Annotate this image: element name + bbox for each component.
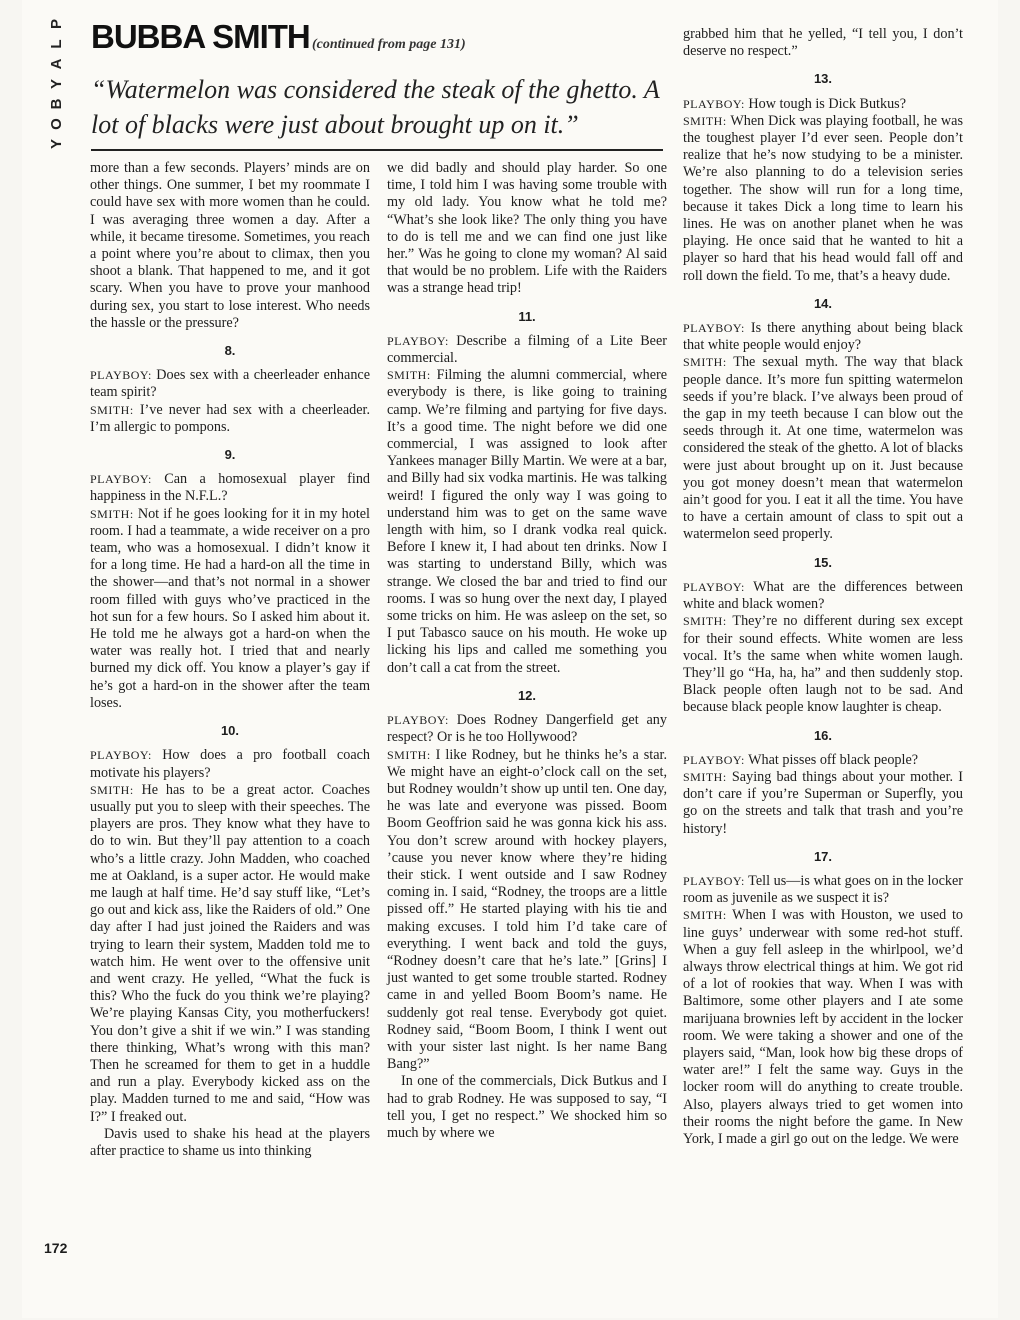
qa-block bbox=[90, 471, 370, 712]
question-text: Tell us—is what goes on in the locker room as juvenile as we suspect it is? bbox=[683, 872, 963, 907]
section-number: 16. bbox=[813, 727, 833, 743]
speaker-label: PLAYBOY: bbox=[683, 321, 745, 336]
masthead bbox=[50, 14, 64, 174]
section-number: 13. bbox=[813, 71, 833, 87]
answer-text: When Dick was playing football, he was the toughest player I’d ever seen. People don’t realize that he’s now studying to be a minister. We’re also planning to do a television series together. The show will run for a long time, because it takes Dick a long time to learn his lines. He was on another planet when he was playing. He once said that he wanted to hit a player so hard that his head would fall off and roll down the field. To me, that’s a heavy dude. bbox=[683, 112, 963, 284]
answer-text: I like Rodney, but he thinks he’s a star. We might have an eight-o’clock call on the set, but Rodney wouldn’t show up until ten. One day, he was late and everyone was pissed. Boom Boom Geoffrion said he was gonna kick his ass. You don’t screw around with hockey players, ’cause you never know where they’re hiding their stick. I went outside and I saw Rodney coming in. I said, “Rodney, the troops are a little pissed off.” He started playing with his tie and making excuses. I told him I’d take care of everything. I went back and told the guys, “Rodney doesn’t care that he’s late.” [Grins] I just wanted to get some trouble started. Rodney came in and yelled Boom Boom’s name. He suddenly got real tense. Everybody got quiet. Rodney said, “Boom Boom, I think I went out with your sister last night. Is her name Bang Bang?” bbox=[387, 746, 667, 1073]
answer bbox=[90, 506, 370, 712]
speaker-label: PLAYBOY: bbox=[90, 368, 152, 383]
masthead-letter: L bbox=[48, 39, 65, 49]
answer-text: When I was with Houston, we used to line guys’ underwear with some red-hot stuff. When a guy fell asleep in the whirlpool, we’d always throw electrical things at him. We got rid of a lot of rookies that way. When I was with Baltimore, some other players and I ate some marijuana brownies left by accident in the locker room. We were taking a shower and one of the players said, “Man, look how big these drops of water are!” I felt the same way. Guys in the locker room will do anything to create trouble. Also, players always tried to get women into their rooms the night before the game. In New York, I made a girl go out on the ledge. We were bbox=[683, 907, 963, 1147]
masthead-letter: Y bbox=[48, 79, 65, 90]
question-text: What pisses off black people? bbox=[748, 751, 919, 768]
speaker-label: SMITH: bbox=[683, 908, 727, 923]
paragraph: we did badly and should play harder. So one time, I told him I was having some trouble with my old lady. You know what he told me? “What’s she look like? The only thing you have to do is tell me and we can find one just like her.” Was he going to clone my woman? Al said that would be no problem. Life with the Raiders was a strange head trip! bbox=[387, 160, 667, 297]
masthead-letter: Y bbox=[48, 139, 65, 150]
answer-text: Saying bad things about your mother. I don’t care if you’re Superman or Superfly, you go on the streets and talk that trash and you’re history! bbox=[683, 768, 964, 837]
answer bbox=[683, 113, 963, 285]
question-text: Does Rodney Dangerfield get any respect? Or is he too Hollywood? bbox=[387, 712, 667, 746]
section-number: 8. bbox=[224, 343, 236, 359]
question bbox=[90, 367, 370, 401]
speaker-label: PLAYBOY: bbox=[90, 472, 152, 487]
qa-block bbox=[683, 96, 963, 285]
section-number: 14. bbox=[813, 295, 833, 311]
section-number: 17. bbox=[813, 848, 833, 864]
speaker-label: SMITH: bbox=[90, 782, 134, 797]
speaker-label: PLAYBOY: bbox=[683, 752, 745, 767]
speaker-label: SMITH: bbox=[683, 614, 727, 629]
speaker-label: SMITH: bbox=[683, 355, 727, 370]
article-title: BUBBA SMITH bbox=[91, 18, 310, 55]
paragraph: In one of the commercials, Dick Butkus and I had to grab Rodney. He was supposed to say, “I tell you, I get no respect.” We shocked him so much by where we bbox=[387, 1073, 667, 1141]
question-text: What are the differences between white and black women? bbox=[683, 578, 963, 613]
pull-quote: “Watermelon was considered the steak of the ghetto. A lot of blacks were just about brought up on it.” bbox=[91, 75, 660, 139]
question-text: Is there anything about being black that white people would enjoy? bbox=[683, 320, 963, 354]
masthead-letter: A bbox=[48, 58, 65, 70]
answer bbox=[90, 782, 370, 1126]
question-text: Describe a filming of a Lite Beer commercial. bbox=[387, 332, 667, 367]
answer bbox=[90, 402, 370, 436]
answer bbox=[683, 907, 963, 1148]
speaker-label: SMITH: bbox=[683, 113, 727, 128]
question-text: Does sex with a cheerleader enhance team spirit? bbox=[90, 367, 371, 401]
section-number: 12. bbox=[517, 687, 537, 703]
speaker-label: PLAYBOY: bbox=[683, 96, 745, 111]
paragraph: more than a few seconds. Players’ minds are on other things. One summer, I bet my roommate I could have sex with more women than he could. I was averaging three women a day. After a while, it became tiresome. Sometimes, you reach a point where you’re about to climax, then you shoot a blank. That happened to me, and it got scary. When you have to prove your manhood during sex, you start to lose interest. Who needs the hassle or the pressure? bbox=[90, 160, 370, 331]
answer-text: I’ve never had sex with a cheerleader. I’m allergic to pompons. bbox=[90, 401, 371, 435]
qa-block bbox=[387, 712, 667, 1142]
section-number: 15. bbox=[813, 554, 833, 570]
continued-note: (continued from page 131) bbox=[312, 37, 466, 52]
answer bbox=[387, 747, 667, 1074]
column-1 bbox=[90, 160, 370, 1168]
question bbox=[90, 747, 370, 781]
column-3 bbox=[683, 26, 963, 1156]
page-number: 172 bbox=[44, 1240, 68, 1256]
speaker-label: SMITH: bbox=[683, 769, 727, 784]
section-number: 11. bbox=[518, 308, 536, 324]
section-number: 10. bbox=[220, 723, 240, 739]
answer-text: Not if he goes looking for it in my hotel room. I had a teammate, a wide receiver on a pro team, who was a homosexual. I didn’t know it for a long time. He had a hard-on all the time in the shower—and that’s not normal in a shower room filled with guys who’ve practiced in the hot sun for a few hours. So I asked him about it. He told me he always got a hard-on when the water was really hot. I tried that and nearly burned my dick off. You know a player’s gay if he’s got a hard-on in the shower after the team loses. bbox=[90, 505, 371, 711]
question bbox=[387, 712, 667, 746]
answer bbox=[683, 354, 963, 543]
speaker-label: SMITH: bbox=[90, 506, 134, 521]
answer bbox=[683, 769, 963, 838]
masthead-letter: B bbox=[48, 98, 65, 110]
speaker-label: PLAYBOY: bbox=[387, 333, 449, 348]
qa-block bbox=[90, 367, 370, 436]
question-text: How tough is Dick Butkus? bbox=[748, 95, 906, 112]
answer bbox=[683, 613, 963, 716]
qa-block bbox=[387, 333, 667, 677]
speaker-label: SMITH: bbox=[90, 402, 134, 417]
speaker-label: PLAYBOY: bbox=[90, 748, 152, 763]
section-number: 9. bbox=[224, 447, 236, 463]
header-rule bbox=[91, 149, 663, 151]
masthead-letter: P bbox=[48, 19, 65, 30]
answer-text: Filming the alumni commercial, where everybody is there, is like going to training camp. We’re filming and partying for five days. It’s a good time. The night before we did one commercial, I was assigned to look after Yankees manager Billy Martin. We were at a bar, and Billy had six vodka martinis. He was talking weird! I figured the only way I was going to understand him was to get on the same wave length with him, so I drank vodka real quick. Before I knew it, I had about ten drinks. Now I was starting to understand Billy, which was strange. We closed the bar and tried to find our rooms. I was so hung over the next day, I played some tricks on him. He was asleep on the set, so I put Tabasco sauce on his mouth. He woke up licking his lips and called me something you don’t call a cat from the street. bbox=[387, 367, 668, 676]
question-text: How does a pro football coach motivate his players? bbox=[90, 747, 371, 781]
question bbox=[387, 333, 667, 367]
speaker-label: PLAYBOY: bbox=[683, 579, 745, 594]
speaker-label: PLAYBOY: bbox=[387, 713, 449, 728]
answer-text: They’re no different during sex except for their sound effects. White women are less vocal. It’s the same when white women laugh. They’ll go “Ha, ha, ha” and then suddenly stop. Black people often laugh not to be sad. And because black people know laughter is cheap. bbox=[683, 613, 963, 716]
speaker-label: PLAYBOY: bbox=[683, 873, 745, 888]
question bbox=[90, 471, 370, 505]
answer-text: He has to be a great actor. Coaches usually put you to sleep with their speeches. The players are pros. They know what they have to do to win. But they’ll pay attention to a coach who’s a little crazy. John Madden, who coached me at Oakland, is a super actor. He would make me laugh at half time. He’d say stuff like, “Let’s go out and kick ass, like the Raiders of old.” One day after I had just joined the Raiders and was trying to learn their system, Madden told me to watch him. He went over to the offensive unit and went crazy. He yelled, “What the fuck is this? Who the fuck do you think we’re playing? We’re playing Kansas City, you motherfuckers! You don’t give a shit if we win.” I was standing there thinking, What’s wrong with this man? Then he screamed for them to get in a huddle and run a play. Everybody kicked ass on the play. Madden turned to me and said, “How was I?” I freaked out. bbox=[90, 781, 370, 1125]
speaker-label: SMITH: bbox=[387, 368, 431, 383]
qa-block bbox=[683, 579, 963, 717]
qa-block bbox=[683, 752, 963, 838]
qa-block bbox=[683, 873, 963, 1148]
question bbox=[683, 752, 963, 769]
question bbox=[683, 320, 963, 354]
answer-text: The sexual myth. The way that black people dance. It’s more fun spitting watermelon seeds if you’re black. I’ve always been proud of the gap in my teeth because I can blow out the seeds through it. At one time, watermelon was considered the steak of the ghetto. A lot of blacks were just about brought up on it. Just because you got money doesn’t mean that watermelon ain’t good for you. I eat it all the time. You have to have a certain amount of class to spit out a watermelon seed properly. bbox=[683, 354, 963, 543]
question bbox=[683, 579, 963, 613]
answer bbox=[387, 367, 667, 677]
speaker-label: SMITH: bbox=[387, 747, 431, 762]
qa-block bbox=[90, 747, 370, 1160]
paragraph: grabbed him that he yelled, “I tell you, I don’t deserve no respect.” bbox=[683, 26, 963, 60]
column-2 bbox=[387, 160, 667, 1150]
question bbox=[683, 873, 963, 907]
question bbox=[683, 96, 963, 113]
qa-block bbox=[683, 320, 963, 544]
question-text: Can a homosexual player find happiness in the N.F.L.? bbox=[90, 471, 371, 505]
masthead-letter: O bbox=[48, 118, 65, 130]
paragraph: Davis used to shake his head at the players after practice to shame us into thinking bbox=[90, 1125, 370, 1159]
